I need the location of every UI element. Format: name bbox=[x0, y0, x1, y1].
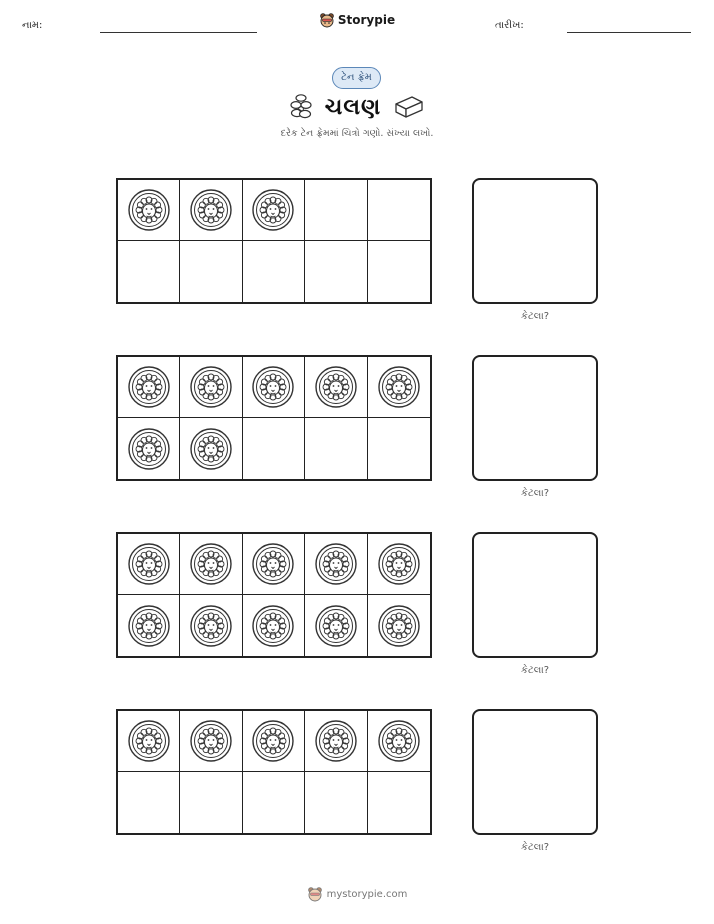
frame-cell bbox=[118, 772, 180, 833]
lion-coin-icon bbox=[251, 604, 295, 648]
answer-box-2[interactable] bbox=[472, 355, 598, 481]
frame-cell bbox=[118, 357, 180, 418]
topic-badge: ટેન ફ્રેમ bbox=[332, 67, 381, 89]
frame-cell bbox=[305, 180, 367, 241]
frame-cell bbox=[118, 241, 180, 302]
how-many-label-1: કેટલા? bbox=[520, 311, 550, 322]
frame-cell bbox=[368, 595, 430, 656]
eraser-icon bbox=[393, 94, 425, 120]
frame-cell bbox=[180, 180, 242, 241]
brand-header bbox=[0, 12, 714, 28]
name-label: નામ: bbox=[22, 20, 43, 31]
storypie-mascot-icon bbox=[307, 886, 323, 902]
frame-cell bbox=[368, 180, 430, 241]
frame-cell bbox=[305, 711, 367, 772]
answer-box-1[interactable] bbox=[472, 178, 598, 304]
storypie-mascot-icon bbox=[319, 12, 335, 28]
how-many-label-4: કેટલા? bbox=[520, 842, 550, 853]
frame-cell bbox=[368, 711, 430, 772]
lion-coin-icon bbox=[189, 188, 233, 232]
frame-cell bbox=[118, 180, 180, 241]
frame-cell bbox=[180, 772, 242, 833]
frame-cell bbox=[180, 595, 242, 656]
lion-coin-icon bbox=[189, 427, 233, 471]
ten-frame-2 bbox=[116, 355, 432, 481]
frame-cell bbox=[243, 595, 305, 656]
lion-coin-icon bbox=[314, 604, 358, 648]
page-title: ચલણ bbox=[324, 94, 382, 120]
frame-cell bbox=[118, 418, 180, 479]
coin-stack-icon bbox=[289, 93, 313, 121]
how-many-label-2: કેટલા? bbox=[520, 488, 550, 499]
frame-cell bbox=[180, 418, 242, 479]
ten-frame-3 bbox=[116, 532, 432, 658]
lion-coin-icon bbox=[189, 719, 233, 763]
frame-cell bbox=[368, 357, 430, 418]
frame-cell bbox=[368, 418, 430, 479]
frame-cell bbox=[305, 595, 367, 656]
frame-cell bbox=[180, 711, 242, 772]
frame-cell bbox=[305, 241, 367, 302]
ten-frame-1 bbox=[116, 178, 432, 304]
lion-coin-icon bbox=[127, 542, 171, 586]
frame-cell bbox=[243, 180, 305, 241]
frame-cell bbox=[368, 241, 430, 302]
lion-coin-icon bbox=[251, 719, 295, 763]
lion-coin-icon bbox=[127, 604, 171, 648]
lion-coin-icon bbox=[251, 365, 295, 409]
frame-cell bbox=[305, 772, 367, 833]
frame-cell bbox=[243, 418, 305, 479]
lion-coin-icon bbox=[127, 719, 171, 763]
name-line[interactable] bbox=[100, 32, 257, 33]
frame-cell bbox=[180, 534, 242, 595]
date-label: તારીખ: bbox=[495, 20, 524, 31]
frame-cell bbox=[118, 595, 180, 656]
frame-cell bbox=[243, 534, 305, 595]
footer-url[interactable]: mystorypie.com bbox=[326, 888, 408, 900]
frame-cell bbox=[180, 357, 242, 418]
frame-cell bbox=[305, 418, 367, 479]
brand-name: Storypie bbox=[337, 13, 396, 27]
frame-cell bbox=[118, 534, 180, 595]
frame-cell bbox=[243, 711, 305, 772]
lion-coin-icon bbox=[189, 365, 233, 409]
frame-cell bbox=[243, 241, 305, 302]
lion-coin-icon bbox=[189, 542, 233, 586]
lion-coin-icon bbox=[189, 604, 233, 648]
title-row bbox=[0, 90, 714, 124]
frame-cell bbox=[368, 772, 430, 833]
frame-cell bbox=[368, 534, 430, 595]
lion-coin-icon bbox=[127, 427, 171, 471]
instructions: દરેક ટેન ફ્રેમમાં ચિત્રો ગણો. સંખ્યા લખો. bbox=[280, 128, 434, 139]
how-many-label-3: કેટલા? bbox=[520, 665, 550, 676]
lion-coin-icon bbox=[314, 719, 358, 763]
lion-coin-icon bbox=[377, 542, 421, 586]
frame-cell bbox=[243, 772, 305, 833]
lion-coin-icon bbox=[127, 365, 171, 409]
lion-coin-icon bbox=[377, 604, 421, 648]
ten-frame-4 bbox=[116, 709, 432, 835]
answer-box-4[interactable] bbox=[472, 709, 598, 835]
answer-box-3[interactable] bbox=[472, 532, 598, 658]
lion-coin-icon bbox=[251, 542, 295, 586]
date-line[interactable] bbox=[567, 32, 691, 33]
frame-cell bbox=[305, 534, 367, 595]
lion-coin-icon bbox=[251, 188, 295, 232]
frame-cell bbox=[118, 711, 180, 772]
lion-coin-icon bbox=[314, 542, 358, 586]
footer bbox=[0, 886, 714, 902]
lion-coin-icon bbox=[377, 719, 421, 763]
frame-cell bbox=[180, 241, 242, 302]
lion-coin-icon bbox=[377, 365, 421, 409]
lion-coin-icon bbox=[127, 188, 171, 232]
lion-coin-icon bbox=[314, 365, 358, 409]
frame-cell bbox=[243, 357, 305, 418]
frame-cell bbox=[305, 357, 367, 418]
